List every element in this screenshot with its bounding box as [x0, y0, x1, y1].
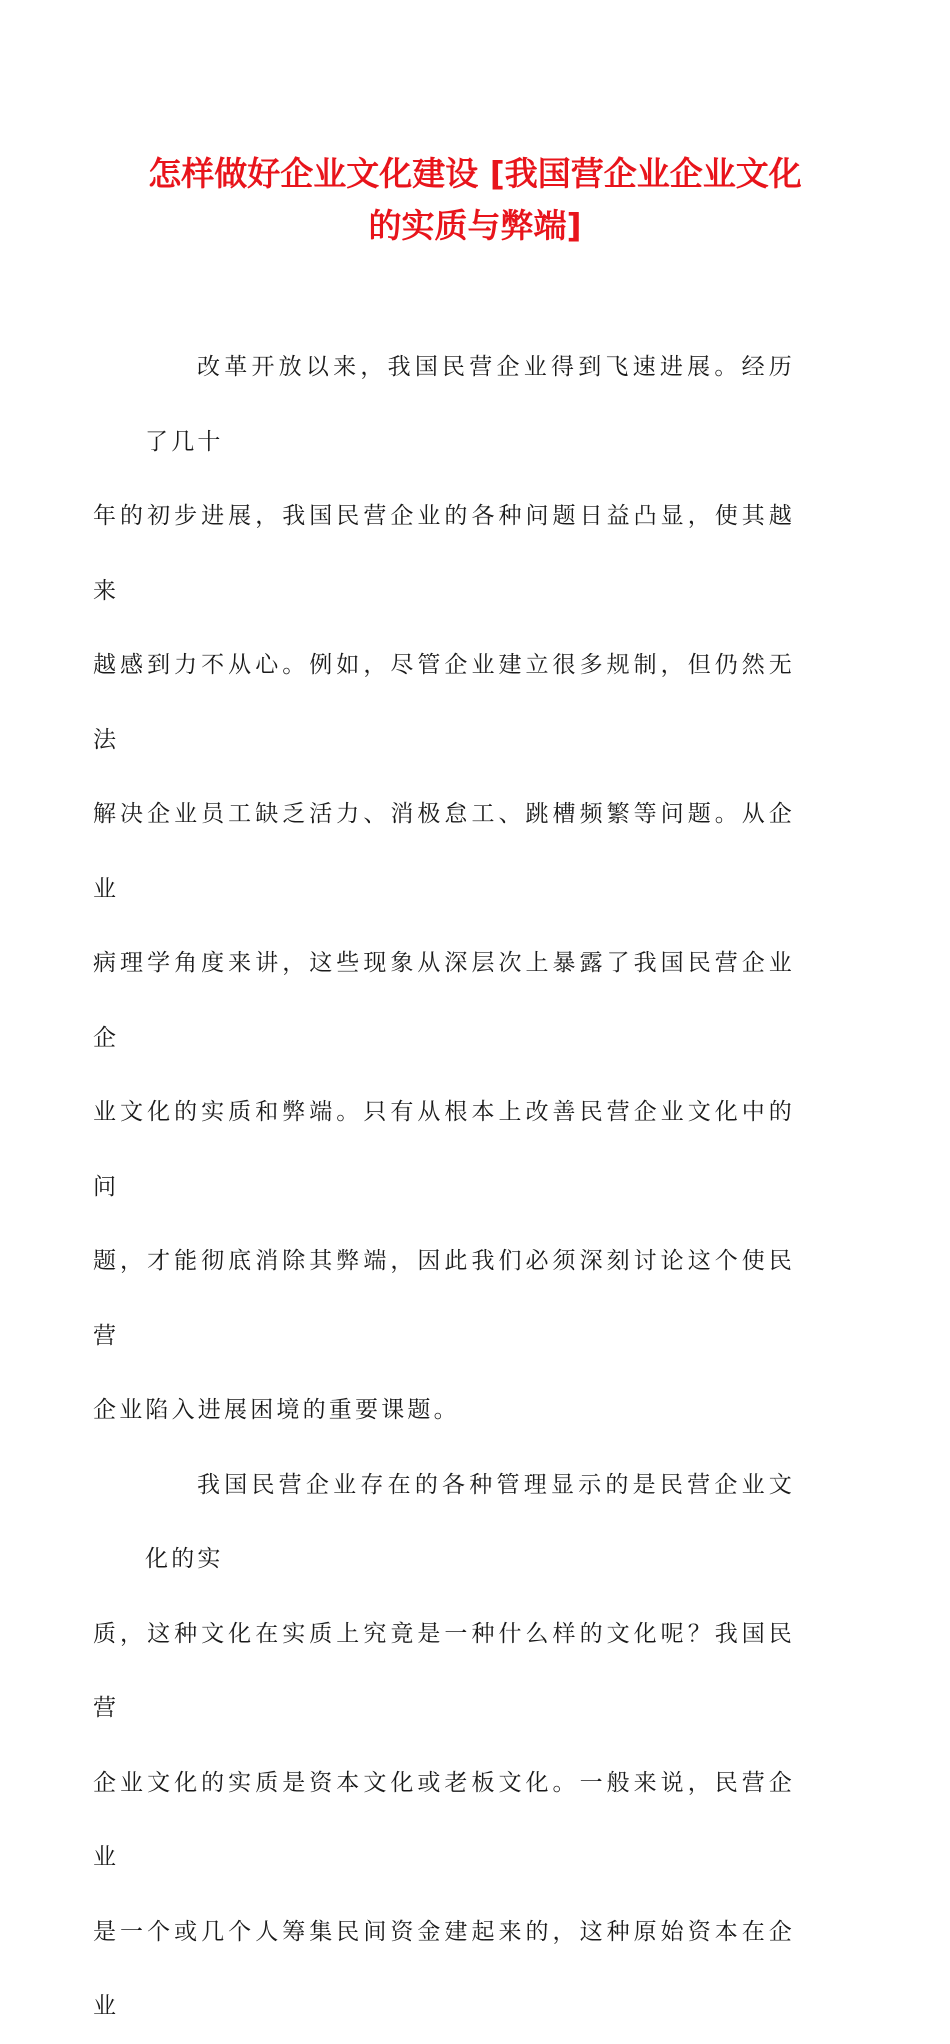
- paragraph-line: 业文化的实质和弊端。只有从根本上改善民营企业文化中的问: [93, 1099, 795, 1200]
- paragraph-line: 企业陷入进展困境的重要课题。: [93, 1397, 460, 1423]
- title-line-2: 的实质与弊端]: [368, 206, 582, 245]
- paragraph-2: [93, 1448, 795, 2044]
- paragraph-line: 质，这种文化在实质上究竟是一种什么样的文化呢？我国民营: [93, 1620, 795, 1721]
- document-body: [93, 330, 795, 2044]
- paragraph-line: 企业文化的实质是资本文化或老板文化。一般来说，民营企业: [93, 1769, 795, 1870]
- paragraph-line: 年的初步进展，我国民营企业的各种问题日益凸显，使其越来: [93, 503, 795, 604]
- paragraph-line: 病理学角度来讲，这些现象从深层次上暴露了我国民营企业企: [93, 950, 795, 1051]
- paragraph-line: 题，才能彻底消除其弊端，因此我们必须深刻讨论这个使民营: [93, 1248, 795, 1349]
- title-line-1: 怎样做好企业文化建设 [我国营企业企业文化: [148, 154, 802, 193]
- document-title: [120, 148, 830, 252]
- paragraph-line: 改革开放以来，我国民营企业得到飞速进展。经历了几十: [145, 354, 795, 455]
- paragraph-line: 解决企业员工缺乏活力、消极怠工、跳槽频繁等问题。从企业: [93, 801, 795, 902]
- paragraph-line: 是一个或几个人筹集民间资金建起来的，这种原始资本在企业: [93, 1918, 795, 2019]
- paragraph-line: 我国民营企业存在的各种管理显示的是民营企业文化的实: [145, 1471, 795, 1572]
- paragraph-1: [93, 330, 795, 1448]
- paragraph-line: 越感到力不从心。例如，尽管企业建立很多规制，但仍然无法: [93, 652, 795, 753]
